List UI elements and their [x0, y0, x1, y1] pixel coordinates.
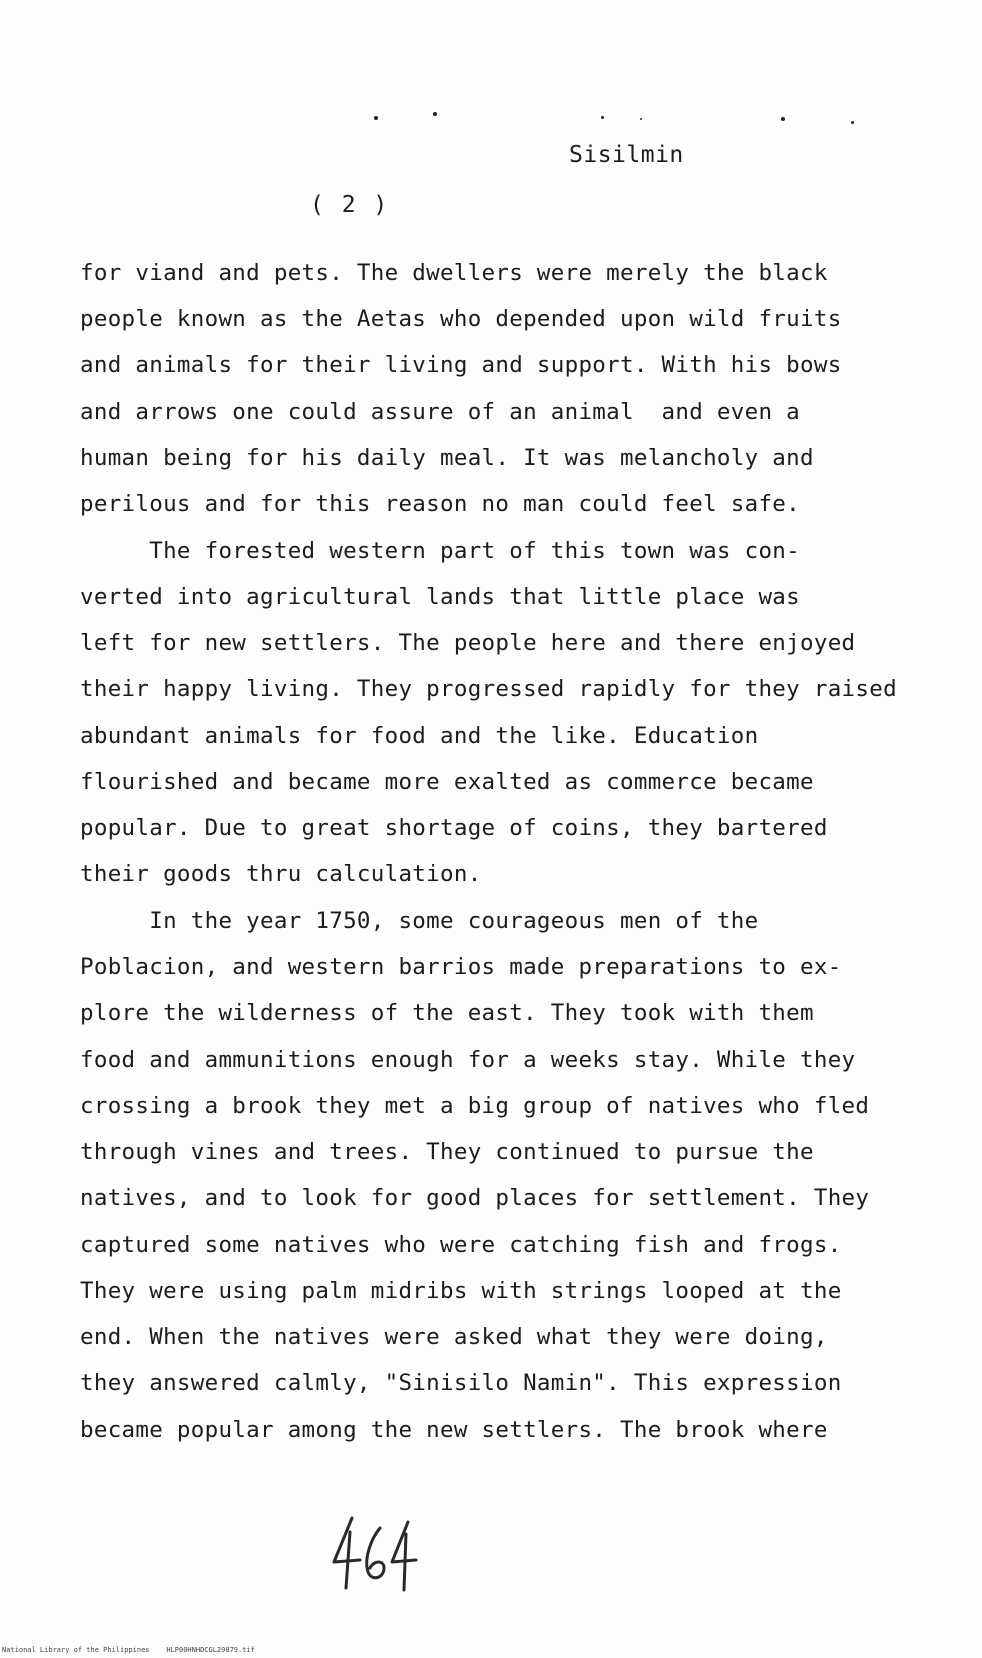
- text-line: human being for his daily meal. It was melancholy and: [80, 445, 814, 471]
- scan-speck: [601, 116, 604, 119]
- text-line: captured some natives who were catching fish and frogs.: [80, 1232, 842, 1258]
- text-line: and arrows one could assure of an animal and even a: [80, 399, 800, 425]
- scan-speck: [374, 116, 378, 120]
- text-line: In the year 1750, some courageous men of the: [80, 908, 759, 934]
- text-line: their happy living. They progressed rapidly for they raised: [80, 676, 897, 702]
- text-line: food and ammunitions enough for a weeks stay. While they: [80, 1047, 856, 1073]
- text-line: popular. Due to great shortage of coins, they bartered: [80, 815, 828, 841]
- text-line: abundant animals for food and the like. Education: [80, 723, 759, 749]
- text-line: perilous and for this reason no man could feel safe.: [80, 491, 800, 517]
- document-title: Sisilmin: [569, 142, 684, 168]
- text-line: through vines and trees. They continued to pursue the: [80, 1139, 814, 1165]
- text-line: people known as the Aetas who depended upon wild fruits: [80, 306, 842, 332]
- text-line: plore the wilderness of the east. They took with them: [80, 1000, 814, 1026]
- text-line: their goods thru calculation.: [80, 861, 482, 887]
- text-line: they answered calmly, "Sinisilo Namin". This expression: [80, 1370, 842, 1396]
- text-line: Poblacion, and western barrios made preparations to ex-: [80, 954, 842, 980]
- page-number: ( 2 ): [310, 192, 390, 218]
- text-line: They were using palm midribs with strings looped at the: [80, 1278, 842, 1304]
- text-line: verted into agricultural lands that little place was: [80, 584, 800, 610]
- scan-speck: [851, 121, 854, 124]
- text-line: crossing a brook they met a big group of natives who fled: [80, 1093, 870, 1119]
- text-line: flourished and became more exalted as commerce became: [80, 769, 814, 795]
- scan-speck: [433, 112, 437, 116]
- footer-source-text: National Library of the Philippines HLP00HNHDCGL29879.tif: [2, 1646, 255, 1654]
- text-line: left for new settlers. The people here and there enjoyed: [80, 630, 856, 656]
- text-line: natives, and to look for good places for settlement. They: [80, 1185, 870, 1211]
- text-line: for viand and pets. The dwellers were merely the black: [80, 260, 828, 286]
- handwritten-page-number: [300, 1510, 430, 1600]
- text-line: became popular among the new settlers. The brook where: [80, 1417, 828, 1443]
- scan-speck: [781, 117, 785, 121]
- scan-speck: [640, 118, 642, 120]
- text-line: and animals for their living and support. With his bows: [80, 352, 842, 378]
- text-line: The forested western part of this town was con-: [80, 538, 800, 564]
- text-line: end. When the natives were asked what they were doing,: [80, 1324, 828, 1350]
